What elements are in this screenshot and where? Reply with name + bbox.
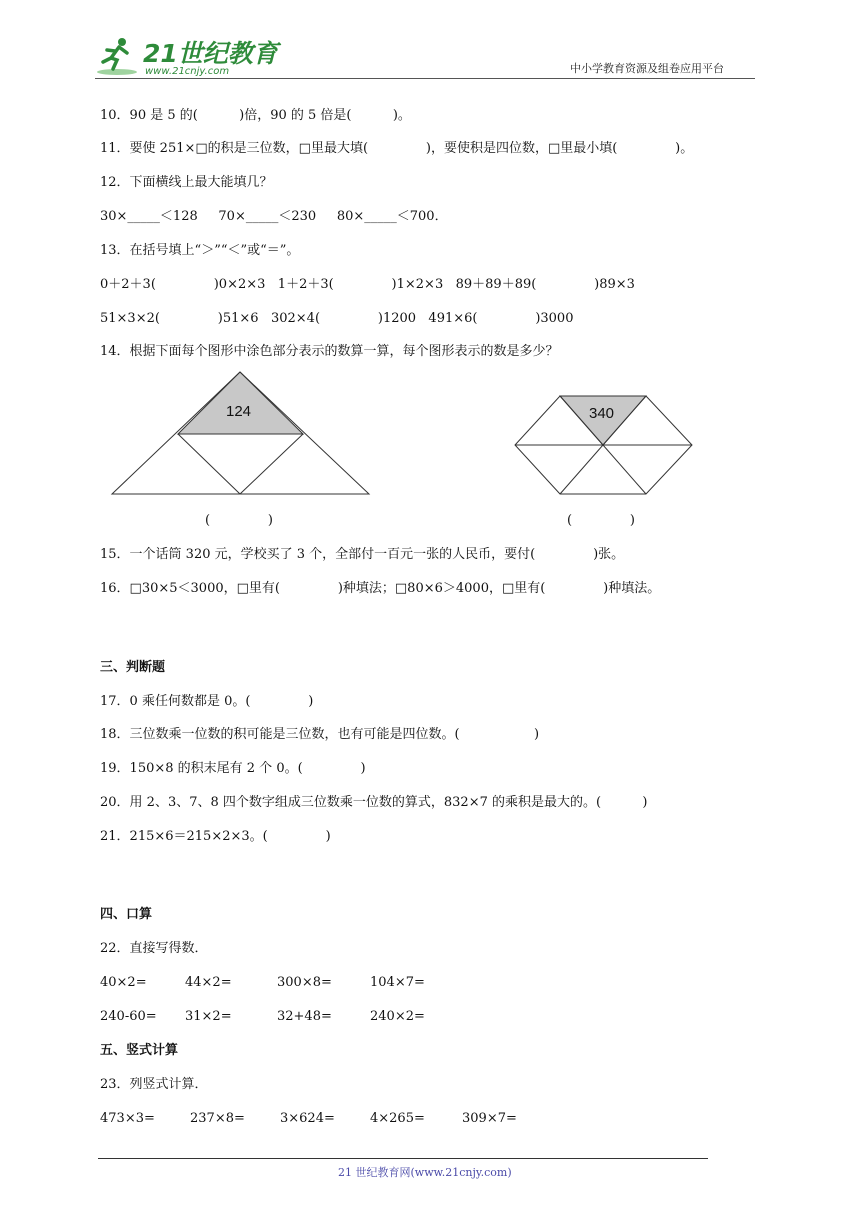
question-12: 12．下面横线上最大能填几？	[100, 175, 273, 190]
question-11: 11．要使 251×□的积是三位数，□里最大填( )，要使积是四位数，□里最小填( )。	[100, 141, 694, 156]
vertical-item: 473×3=	[100, 1111, 155, 1126]
oral-item: 240×2=	[370, 1009, 425, 1024]
oral-item: 104×7=	[370, 975, 425, 990]
oral-item: 32+48=	[277, 1009, 332, 1024]
logo-text: 21世纪教育	[143, 39, 278, 68]
vertical-item: 237×8=	[190, 1111, 245, 1126]
question-13: 13．在括号填上“＞”“＜”或“＝”。	[100, 243, 300, 258]
figure-right-value: 340	[589, 405, 615, 422]
question-14: 14．根据下面每个图形中涂色部分表示的数算一算，每个图形表示的数是多少？	[100, 344, 559, 359]
oral-item: 31×2=	[185, 1009, 232, 1024]
answer-left-blank: ( )	[205, 513, 273, 528]
oral-item: 240-60=	[100, 1009, 157, 1024]
question-12-blanks: 30×_____＜128 70×_____＜230 80×_____＜700．	[100, 209, 448, 224]
section-judgement-title: 三、判断题	[100, 660, 166, 675]
question-20: 20．用 2、3、7、8 四个数字组成三位数乘一位数的算式，832×7 的乘积是最大的。( )	[100, 795, 648, 810]
vertical-item: 309×7=	[462, 1111, 517, 1126]
logo	[95, 36, 278, 78]
question-18: 18．三位数乘一位数的积可能是三位数，也有可能是四位数。( )	[100, 727, 540, 742]
question-19: 19．150×8 的积末尾有 2 个 0。( )	[100, 761, 366, 776]
question-10: 10．90 是 5 的( )倍，90 的 5 倍是( )。	[100, 108, 411, 123]
figure-triangle	[0, 368, 860, 508]
runner-icon	[95, 36, 137, 76]
question-16: 16．□30×5＜3000，□里有( )种填法；□80×6＞4000，□里有( )种填法。	[100, 581, 661, 596]
section-oral-title: 四、口算	[100, 907, 153, 922]
question-15: 15．一个话筒 320 元，学校买了 3 个，全部付一百元一张的人民币，要付( )张。	[100, 547, 625, 562]
question-17: 17．0 乘任何数都是 0。( )	[100, 694, 314, 709]
header-platform-text: 中小学教育资源及组卷应用平台	[570, 62, 724, 75]
figure-left-value: 124	[226, 403, 252, 420]
footer-text[interactable]: 21 世纪教育网(www.21cnjy.com)	[338, 1166, 512, 1179]
question-23: 23．列竖式计算．	[100, 1077, 208, 1092]
answer-right-blank: ( )	[567, 513, 635, 528]
logo-url: www.21cnjy.com	[145, 66, 230, 77]
question-13-row1: 0＋2＋3( )0×2×3 1＋2＋3( )1×2×3 89＋89＋89( )89×3	[100, 277, 635, 292]
footer-divider	[98, 1158, 708, 1159]
header-divider	[95, 78, 755, 79]
oral-item: 300×8=	[277, 975, 332, 990]
question-13-row2: 51×3×2( )51×6 302×4( )1200 491×6( )3000	[100, 311, 574, 326]
vertical-item: 3×624=	[280, 1111, 335, 1126]
section-vertical-title: 五、竖式计算	[100, 1043, 179, 1058]
oral-item: 40×2=	[100, 975, 147, 990]
oral-item: 44×2=	[185, 975, 232, 990]
question-22: 22．直接写得数．	[100, 941, 208, 956]
question-21: 21．215×6＝215×2×3。( )	[100, 829, 331, 844]
vertical-item: 4×265=	[370, 1111, 425, 1126]
